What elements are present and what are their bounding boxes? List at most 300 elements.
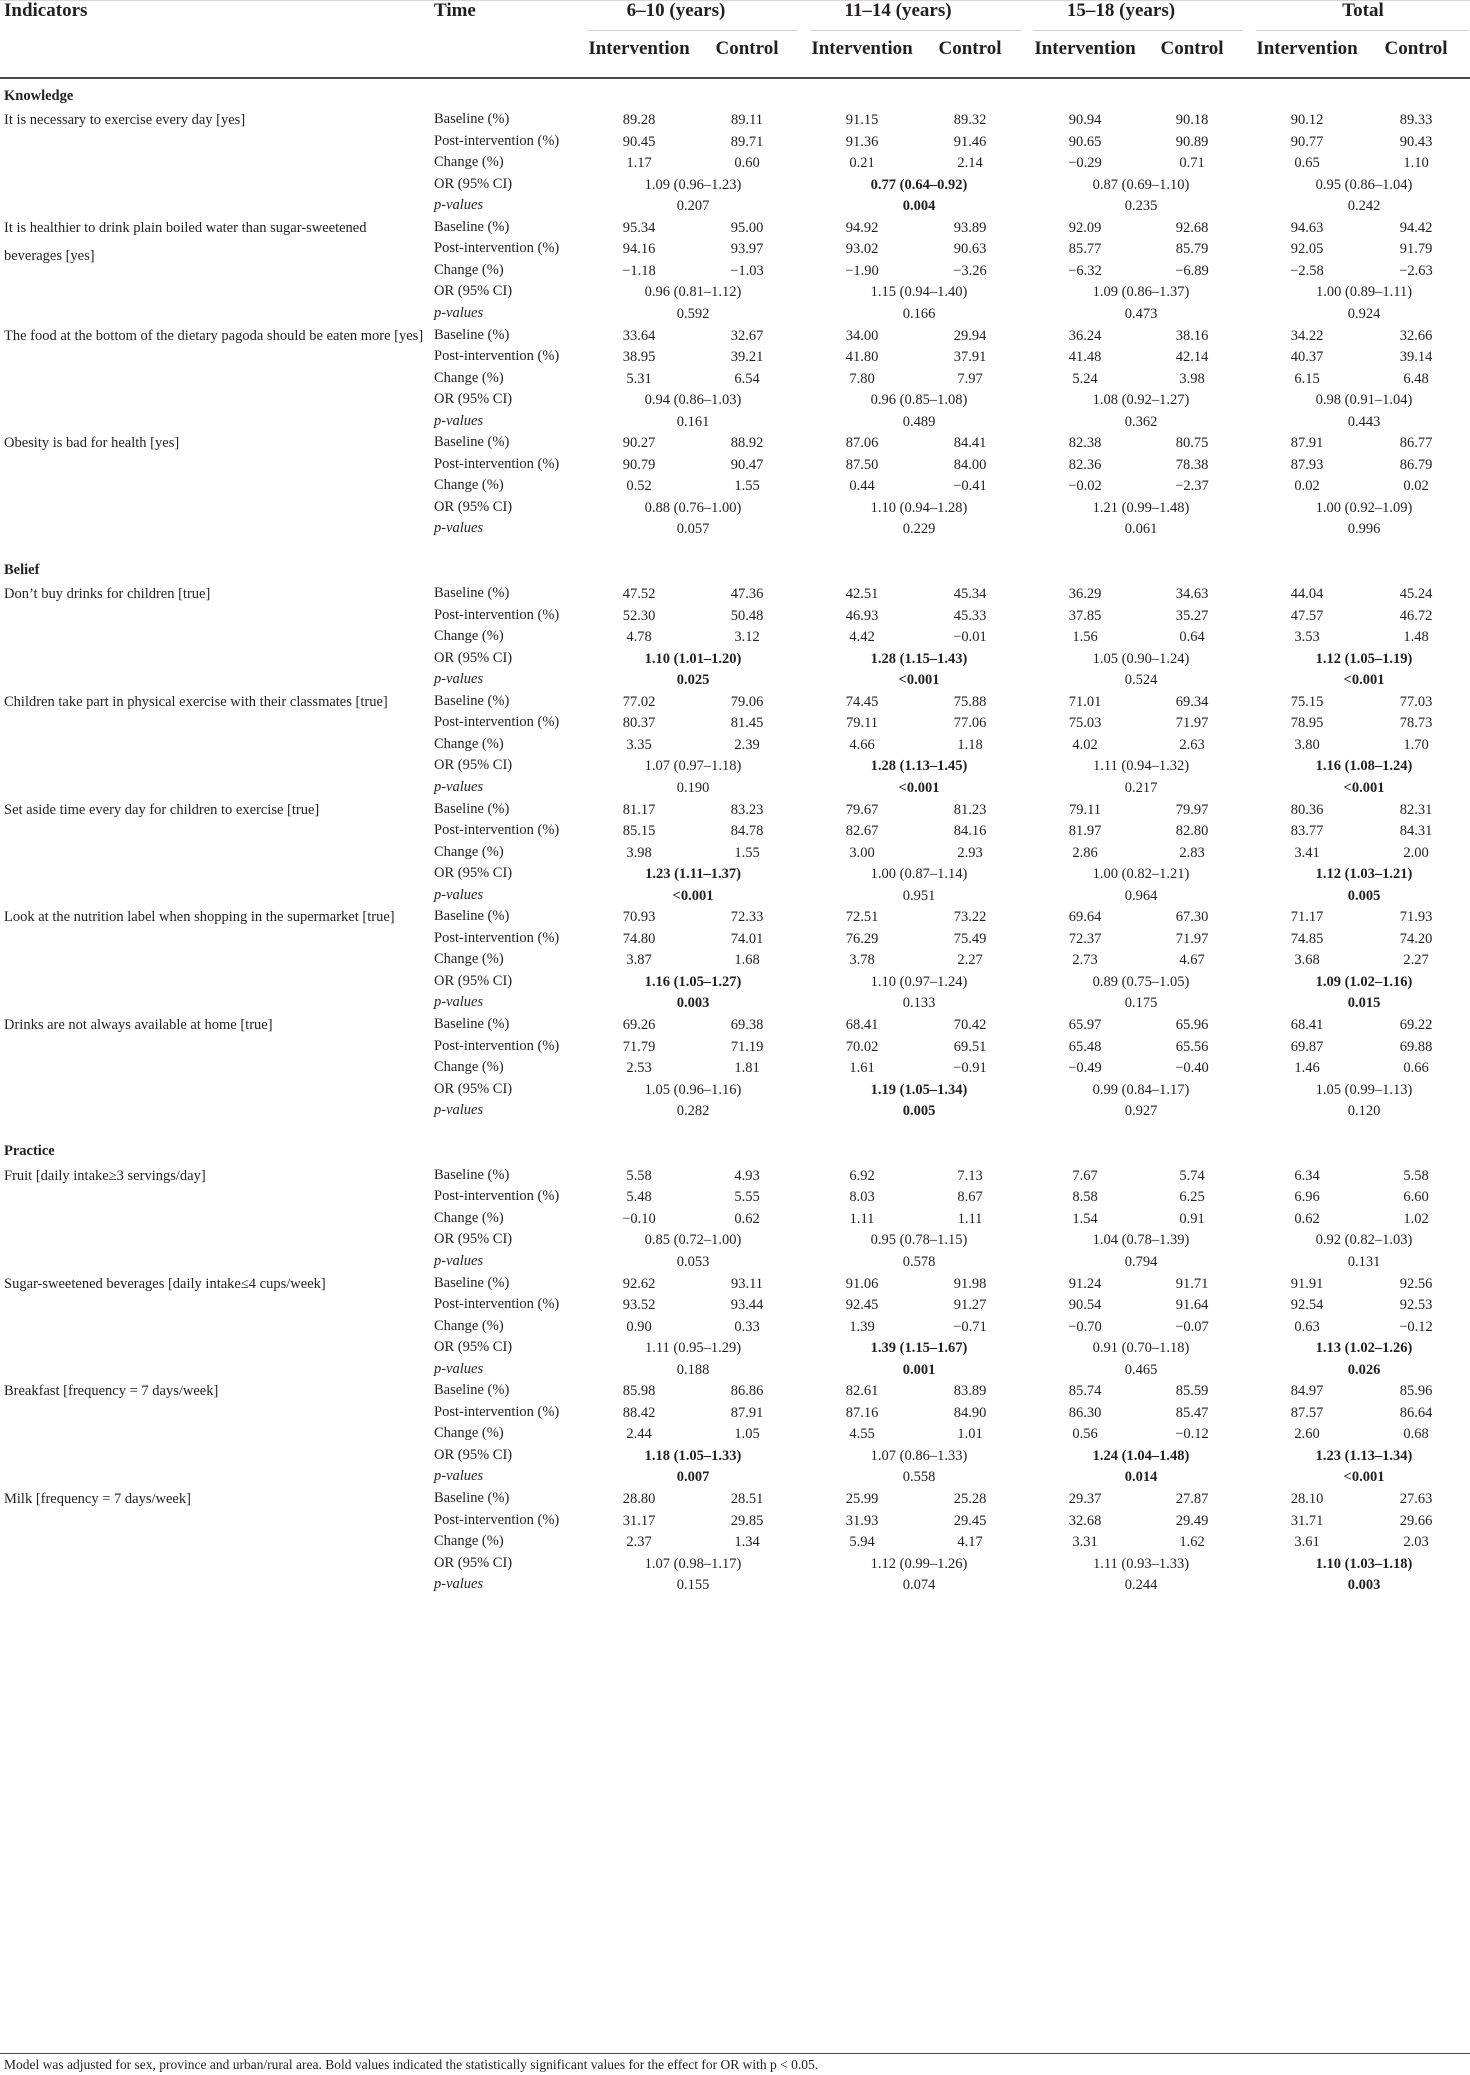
value-cell: 2.86 (1072, 844, 1098, 861)
row-label-baseline: Baseline (%) (434, 1166, 510, 1183)
value-cell: 6.48 (1403, 370, 1429, 387)
row-label-p: p-values (434, 886, 484, 903)
value-cell: 90.54 (1068, 1297, 1102, 1314)
value-cell: 68.41 (845, 1017, 879, 1033)
value-cell: 86.30 (1068, 1404, 1102, 1421)
value-cell: 25.99 (845, 1491, 879, 1507)
value-cell: 89.33 (1399, 112, 1433, 128)
value-cell: 80.36 (1290, 801, 1324, 818)
value-cell: 5.74 (1179, 1167, 1205, 1184)
value-cell: 70.93 (622, 909, 656, 926)
value-cell: 85.96 (1399, 1383, 1433, 1400)
value-cell: 4.02 (1072, 736, 1098, 753)
value-cell: 91.64 (1175, 1297, 1209, 1314)
value-cell: 0.71 (1179, 155, 1205, 172)
p-value-cell: 0.473 (1124, 305, 1158, 322)
value-cell: 40.37 (1290, 349, 1324, 366)
value-cell: 29.66 (1399, 1512, 1433, 1529)
value-cell: 3.98 (626, 844, 652, 861)
or-cell: 0.89 (0.75–1.05) (1092, 973, 1190, 990)
or-cell: 1.05 (0.90–1.24) (1092, 650, 1190, 667)
row-label-change: Change (%) (434, 1209, 504, 1226)
subheader-control: Control (1160, 38, 1224, 59)
value-cell: 90.79 (622, 456, 656, 473)
group-underline (811, 30, 1021, 31)
value-cell: 0.68 (1403, 1426, 1429, 1443)
value-cell: 0.90 (626, 1318, 652, 1335)
value-cell: 92.68 (1175, 219, 1209, 236)
value-cell: −0.71 (953, 1318, 987, 1335)
row-label-p: p-values (434, 304, 484, 321)
row-label-baseline: Baseline (%) (434, 326, 510, 343)
value-cell: 0.62 (734, 1210, 760, 1227)
row-label-p: p-values (434, 197, 484, 214)
value-cell: 88.92 (730, 435, 764, 452)
value-cell: 89.11 (730, 112, 764, 128)
value-cell: 91.46 (953, 133, 987, 150)
value-cell: 94.63 (1290, 219, 1324, 236)
value-cell: 86.77 (1399, 435, 1433, 452)
value-cell: 83.89 (953, 1383, 987, 1400)
value-cell: 0.66 (1403, 1060, 1429, 1077)
value-cell: 2.14 (957, 155, 983, 172)
row-label-change: Change (%) (434, 1059, 504, 1076)
value-cell: 1.55 (734, 844, 760, 861)
value-cell: 69.64 (1068, 909, 1102, 926)
value-cell: 4.66 (849, 736, 875, 753)
header-group-11-14: 11–14 (years) (844, 0, 952, 21)
or-cell: 1.09 (0.96–1.23) (644, 176, 742, 193)
value-cell: 6.96 (1294, 1189, 1320, 1206)
value-cell: 1.18 (957, 736, 983, 753)
value-cell: 70.42 (953, 1017, 987, 1033)
p-value-cell: 0.924 (1347, 305, 1381, 322)
value-cell: 0.02 (1294, 478, 1320, 495)
p-value-cell: 0.524 (1124, 672, 1158, 689)
value-cell: 82.38 (1068, 435, 1102, 452)
row-label-or: OR (95% CI) (434, 865, 513, 882)
row-label-or: OR (95% CI) (434, 1554, 513, 1571)
row-label-change: Change (%) (434, 1425, 504, 1442)
indicator-label: Sugar-sweetened beverages [daily intake≤4 cups/week] (4, 1275, 326, 1292)
or-cell: 1.10 (1.03–1.18) (1315, 1555, 1413, 1572)
row-label-p: p-values (434, 994, 484, 1011)
value-cell: 91.98 (953, 1275, 987, 1292)
indicator-label: Drinks are not always available at home [true] (4, 1017, 273, 1033)
value-cell: 8.58 (1072, 1189, 1098, 1206)
value-cell: 2.44 (626, 1426, 652, 1443)
value-cell: 1.10 (1403, 155, 1429, 172)
value-cell: 45.33 (953, 607, 987, 624)
value-cell: 2.00 (1403, 844, 1429, 861)
value-cell: 83.77 (1290, 823, 1324, 840)
row-label-change: Change (%) (434, 843, 504, 860)
row-label-post: Post-intervention (%) (434, 1296, 560, 1313)
or-cell: 1.00 (0.82–1.21) (1092, 866, 1190, 883)
value-cell: 71.01 (1068, 693, 1102, 710)
row-label-change: Change (%) (434, 951, 504, 968)
row-label-baseline: Baseline (%) (434, 800, 510, 817)
value-cell: 89.28 (622, 112, 656, 128)
p-value-cell: 0.592 (676, 305, 710, 322)
value-cell: 93.11 (730, 1275, 764, 1292)
value-cell: 2.63 (1179, 736, 1205, 753)
value-cell: 3.53 (1294, 629, 1320, 646)
or-cell: 1.05 (0.96–1.16) (644, 1081, 742, 1098)
p-value-cell: 0.133 (902, 995, 936, 1012)
row-label-or: OR (95% CI) (434, 972, 513, 989)
row-label-baseline: Baseline (%) (434, 111, 510, 127)
row-label-or: OR (95% CI) (434, 1231, 513, 1248)
value-cell: 3.87 (626, 952, 652, 969)
p-value-cell: <0.001 (672, 887, 714, 904)
value-cell: 81.45 (730, 715, 764, 732)
value-cell: 3.41 (1294, 844, 1320, 861)
row-label-baseline: Baseline (%) (434, 908, 510, 925)
p-value-cell: 0.131 (1347, 1253, 1381, 1270)
value-cell: 92.62 (622, 1275, 656, 1292)
or-cell: 1.28 (1.15–1.43) (870, 650, 968, 667)
value-cell: 6.92 (849, 1167, 875, 1184)
value-cell: 71.97 (1175, 715, 1209, 732)
value-cell: 2.73 (1072, 952, 1098, 969)
value-cell: 5.94 (849, 1534, 875, 1551)
value-cell: 90.47 (730, 456, 764, 473)
value-cell: 45.34 (953, 586, 987, 602)
value-cell: 83.23 (730, 801, 764, 818)
value-cell: 84.90 (953, 1404, 987, 1421)
value-cell: 35.27 (1175, 607, 1209, 624)
p-value-cell: 0.578 (902, 1253, 936, 1270)
p-value-cell: 0.242 (1347, 198, 1381, 215)
value-cell: −2.63 (1399, 262, 1433, 279)
value-cell: 3.12 (734, 629, 760, 646)
header-group-6-10: 6–10 (years) (626, 0, 726, 21)
value-cell: 81.23 (953, 801, 987, 818)
value-cell: 6.25 (1179, 1189, 1205, 1206)
value-cell: 85.74 (1068, 1383, 1102, 1400)
p-value-cell: 0.964 (1124, 887, 1158, 904)
value-cell: 8.67 (957, 1189, 983, 1206)
value-cell: 38.16 (1175, 327, 1209, 344)
value-cell: 0.52 (626, 478, 652, 495)
value-cell: 42.51 (845, 586, 879, 602)
value-cell: 72.51 (845, 909, 879, 926)
or-cell: 1.28 (1.13–1.45) (870, 758, 968, 775)
value-cell: 29.37 (1068, 1491, 1102, 1507)
group-underline (588, 30, 798, 31)
value-cell: 36.29 (1068, 586, 1102, 602)
value-cell: 87.91 (1290, 435, 1324, 452)
value-cell: 1.39 (849, 1318, 875, 1335)
value-cell: 42.14 (1175, 349, 1209, 366)
p-value-cell: 0.207 (676, 198, 710, 215)
p-value-cell: 0.001 (902, 1361, 936, 1378)
subheader-control: Control (715, 38, 779, 59)
row-label-post: Post-intervention (%) (434, 1511, 560, 1528)
row-label-p: p-values (434, 520, 484, 537)
value-cell: 37.91 (953, 349, 987, 366)
or-cell: 1.12 (0.99–1.26) (870, 1555, 968, 1572)
value-cell: 87.06 (845, 435, 879, 452)
value-cell: −6.32 (1068, 262, 1102, 279)
or-cell: 0.94 (0.86–1.03) (644, 392, 742, 409)
row-label-or: OR (95% CI) (434, 757, 513, 774)
value-cell: 4.67 (1179, 952, 1205, 969)
value-cell: 65.96 (1175, 1017, 1209, 1033)
bottom-rule (0, 2053, 1470, 2054)
value-cell: 3.68 (1294, 952, 1320, 969)
row-label-post: Post-intervention (%) (434, 132, 560, 149)
p-value-cell: 0.443 (1347, 413, 1381, 430)
p-value-cell: <0.001 (898, 779, 940, 796)
value-cell: 1.01 (957, 1426, 983, 1443)
value-cell: 90.43 (1399, 133, 1433, 150)
value-cell: 95.00 (730, 219, 764, 236)
p-value-cell: 0.244 (1124, 1577, 1158, 1594)
value-cell: 71.17 (1290, 909, 1324, 926)
row-label-baseline: Baseline (%) (434, 585, 510, 601)
or-cell: 1.39 (1.15–1.67) (870, 1340, 968, 1357)
value-cell: 87.57 (1290, 1404, 1324, 1421)
value-cell: 4.42 (849, 629, 875, 646)
value-cell: 78.38 (1175, 456, 1209, 473)
value-cell: 3.80 (1294, 736, 1320, 753)
p-value-cell: 0.558 (902, 1469, 936, 1486)
value-cell: 87.16 (845, 1404, 879, 1421)
value-cell: 91.36 (845, 133, 879, 150)
value-cell: 1.48 (1403, 629, 1429, 646)
value-cell: 91.27 (953, 1297, 987, 1314)
value-cell: 91.79 (1399, 241, 1433, 258)
value-cell: 5.55 (734, 1189, 760, 1206)
value-cell: 27.87 (1175, 1491, 1209, 1507)
or-cell: 1.16 (1.08–1.24) (1315, 758, 1413, 775)
value-cell: 27.63 (1399, 1491, 1433, 1507)
or-cell: 0.91 (0.70–1.18) (1092, 1340, 1190, 1357)
value-cell: 4.78 (626, 629, 652, 646)
value-cell: 65.56 (1175, 1038, 1209, 1055)
or-cell: 1.21 (0.99–1.48) (1092, 499, 1190, 516)
header-time: Time (434, 0, 476, 21)
value-cell: 45.24 (1399, 586, 1433, 602)
value-cell: −0.40 (1175, 1060, 1209, 1077)
p-value-cell: 0.014 (1124, 1469, 1158, 1486)
indicator-label: It is necessary to exercise every day [yes] (4, 112, 246, 128)
value-cell: 89.71 (730, 133, 764, 150)
row-label-or: OR (95% CI) (434, 1080, 513, 1097)
row-label-p: p-values (434, 412, 484, 429)
value-cell: 88.42 (622, 1404, 656, 1421)
value-cell: 71.19 (730, 1038, 764, 1055)
value-cell: 94.42 (1399, 219, 1433, 236)
value-cell: −0.10 (622, 1210, 656, 1227)
value-cell: 86.86 (730, 1383, 764, 1400)
or-cell: 1.04 (0.78–1.39) (1092, 1232, 1190, 1249)
value-cell: 5.58 (626, 1167, 652, 1184)
row-label-post: Post-intervention (%) (434, 455, 560, 472)
value-cell: 75.49 (953, 930, 987, 947)
or-cell: 0.87 (0.69–1.10) (1092, 176, 1190, 193)
p-value-cell: 0.362 (1124, 413, 1158, 430)
value-cell: 90.89 (1175, 133, 1209, 150)
or-cell: 0.85 (0.72–1.00) (644, 1232, 742, 1249)
value-cell: 74.80 (622, 930, 656, 947)
p-value-cell: 0.996 (1347, 521, 1381, 538)
value-cell: 78.73 (1399, 715, 1433, 732)
p-value-cell: 0.120 (1347, 1103, 1381, 1120)
value-cell: 34.63 (1175, 586, 1209, 602)
value-cell: 90.77 (1290, 133, 1324, 150)
or-cell: 1.07 (0.86–1.33) (870, 1447, 968, 1464)
row-label-p: p-values (434, 671, 484, 688)
value-cell: 91.06 (845, 1275, 879, 1292)
value-cell: 6.54 (734, 370, 760, 387)
value-cell: 7.97 (957, 370, 983, 387)
value-cell: 69.34 (1175, 693, 1209, 710)
value-cell: 92.45 (845, 1297, 879, 1314)
value-cell: 28.51 (730, 1491, 764, 1507)
p-value-cell: <0.001 (898, 672, 940, 689)
or-cell: 1.23 (1.11–1.37) (645, 866, 741, 883)
value-cell: 29.45 (953, 1512, 987, 1529)
p-value-cell: 0.061 (1124, 521, 1158, 538)
value-cell: 69.22 (1399, 1017, 1433, 1033)
value-cell: 90.18 (1175, 112, 1209, 128)
row-label-p: p-values (434, 1252, 484, 1269)
value-cell: 79.67 (845, 801, 879, 818)
value-cell: 71.97 (1175, 930, 1209, 947)
value-cell: −1.18 (622, 262, 656, 279)
section-title: Knowledge (4, 87, 74, 104)
subheader-intervention: Intervention (1256, 38, 1358, 59)
value-cell: 1.46 (1294, 1060, 1320, 1077)
value-cell: 1.62 (1179, 1534, 1205, 1551)
value-cell: 36.24 (1068, 327, 1102, 344)
p-value-cell: 0.489 (902, 413, 936, 430)
p-value-cell: 0.166 (902, 305, 936, 322)
p-value-cell: 0.053 (676, 1253, 710, 1270)
p-value-cell: 0.007 (676, 1469, 710, 1486)
indicator-label: The food at the bottom of the dietary pagoda should be eaten more [yes] (4, 327, 424, 344)
p-value-cell: 0.190 (676, 779, 710, 796)
value-cell: 37.85 (1068, 607, 1102, 624)
value-cell: 87.50 (845, 456, 879, 473)
value-cell: 3.78 (849, 952, 875, 969)
value-cell: 5.31 (626, 370, 652, 387)
value-cell: 69.87 (1290, 1038, 1324, 1055)
or-cell: 1.23 (1.13–1.34) (1315, 1447, 1413, 1464)
value-cell: 84.41 (953, 435, 987, 452)
value-cell: 5.58 (1403, 1167, 1429, 1184)
row-label-or: OR (95% CI) (434, 283, 513, 300)
value-cell: 71.93 (1399, 909, 1433, 926)
value-cell: 5.48 (626, 1189, 652, 1206)
or-cell: 0.88 (0.76–1.00) (644, 499, 742, 516)
value-cell: 3.61 (1294, 1534, 1320, 1551)
value-cell: 6.60 (1403, 1189, 1429, 1206)
row-label-change: Change (%) (434, 1317, 504, 1334)
value-cell: 68.41 (1290, 1017, 1324, 1033)
p-value-cell: 0.465 (1124, 1361, 1158, 1378)
value-cell: 79.97 (1175, 801, 1209, 818)
value-cell: 92.09 (1068, 219, 1102, 236)
row-label-or: OR (95% CI) (434, 391, 513, 408)
value-cell: 0.64 (1179, 629, 1205, 646)
value-cell: 2.83 (1179, 844, 1205, 861)
value-cell: 82.36 (1068, 456, 1102, 473)
value-cell: 82.61 (845, 1383, 879, 1400)
value-cell: 90.63 (953, 241, 987, 258)
row-label-change: Change (%) (434, 477, 504, 494)
value-cell: 0.62 (1294, 1210, 1320, 1227)
value-cell: −0.01 (953, 629, 987, 646)
value-cell: 8.03 (849, 1189, 875, 1206)
or-cell: 1.07 (0.97–1.18) (644, 758, 742, 775)
value-cell: 92.54 (1290, 1297, 1324, 1314)
value-cell: 0.60 (734, 155, 760, 172)
value-cell: 92.05 (1290, 241, 1324, 258)
p-value-cell: 0.057 (676, 521, 710, 538)
value-cell: 2.37 (626, 1534, 652, 1551)
value-cell: 38.95 (622, 349, 656, 366)
p-value-cell: 0.282 (676, 1103, 710, 1120)
table-footnote: Model was adjusted for sex, province and urban/rural area. Bold values indicated the statistically significant values for the effect for OR with p < 0.05. (4, 2057, 819, 2072)
value-cell: 1.11 (957, 1210, 983, 1227)
value-cell: 25.28 (953, 1491, 987, 1507)
value-cell: 90.65 (1068, 133, 1102, 150)
or-cell: 1.10 (0.97–1.24) (870, 973, 968, 990)
row-label-or: OR (95% CI) (434, 498, 513, 515)
row-label-post: Post-intervention (%) (434, 606, 560, 623)
value-cell: 91.15 (845, 112, 879, 128)
value-cell: 72.33 (730, 909, 764, 926)
value-cell: 1.81 (734, 1060, 760, 1077)
p-value-cell: <0.001 (1343, 779, 1385, 796)
value-cell: 4.55 (849, 1426, 875, 1443)
value-cell: 1.55 (734, 478, 760, 495)
row-label-post: Post-intervention (%) (434, 348, 560, 365)
value-cell: 0.63 (1294, 1318, 1320, 1335)
value-cell: −0.70 (1068, 1318, 1102, 1335)
value-cell: 46.72 (1399, 607, 1433, 624)
value-cell: 85.77 (1068, 241, 1102, 258)
p-value-cell: 0.026 (1347, 1361, 1381, 1378)
or-cell: 1.15 (0.94–1.40) (870, 284, 968, 301)
value-cell: 94.16 (622, 241, 656, 258)
value-cell: 84.78 (730, 823, 764, 840)
value-cell: 0.44 (849, 478, 875, 495)
value-cell: 0.91 (1179, 1210, 1205, 1227)
p-value-cell: <0.001 (1343, 1469, 1385, 1486)
row-label-change: Change (%) (434, 1533, 504, 1550)
or-cell: 1.09 (1.02–1.16) (1315, 973, 1413, 990)
value-cell: 74.01 (730, 930, 764, 947)
value-cell: 82.67 (845, 823, 879, 840)
value-cell: 85.59 (1175, 1383, 1209, 1400)
value-cell: 75.03 (1068, 715, 1102, 732)
p-value-cell: 0.951 (902, 887, 936, 904)
value-cell: 74.85 (1290, 930, 1324, 947)
value-cell: 5.24 (1072, 370, 1098, 387)
value-cell: −2.37 (1175, 478, 1209, 495)
value-cell: −0.49 (1068, 1060, 1102, 1077)
value-cell: 29.49 (1175, 1512, 1209, 1529)
p-value-cell: 0.005 (1347, 887, 1381, 904)
value-cell: 84.16 (953, 823, 987, 840)
value-cell: 0.56 (1072, 1426, 1098, 1443)
row-label-baseline: Baseline (%) (434, 1490, 510, 1506)
